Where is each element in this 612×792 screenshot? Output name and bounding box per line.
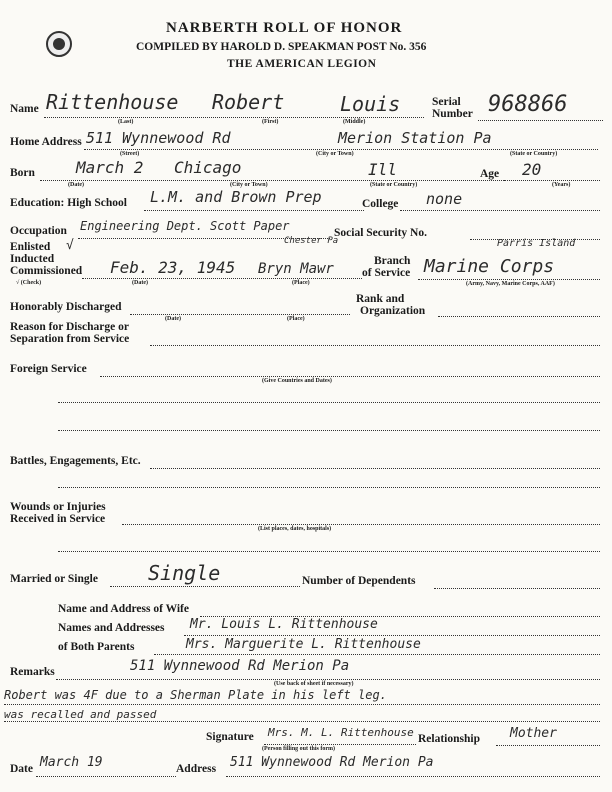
age-value: 20	[522, 160, 542, 179]
born-date-value: March 2	[76, 158, 144, 177]
name-label: Name	[10, 103, 39, 115]
form-title: NARBERTH ROLL OF HONOR	[166, 20, 403, 36]
date-value: March 19	[40, 755, 103, 770]
remark-line1: Robert was 4F due to a Sherman Plate in his left leg.	[4, 688, 387, 702]
occupation-place-value: Chester Pa	[284, 236, 339, 246]
address-value: 511 Wynnewood Rd Merion Pa	[230, 755, 434, 770]
marital-value: Single	[148, 561, 221, 585]
remarks-address-value: 511 Wynnewood Rd Merion Pa	[130, 658, 350, 674]
college-value: none	[426, 190, 463, 208]
compiled-by: COMPILED BY HAROLD D. SPEAKMAN POST No. 356	[136, 41, 427, 53]
born-state-value: Ill	[368, 160, 397, 179]
american-legion-emblem	[46, 31, 72, 57]
commission-place-value: Bryn Mawr	[258, 261, 334, 277]
street-value: 511 Wynnewood Rd	[86, 129, 231, 147]
signature-value: Mrs. M. L. Rittenhouse	[268, 726, 414, 739]
remark-line2: was recalled and passed	[4, 708, 157, 721]
born-city-value: Chicago	[174, 158, 242, 177]
branch-value: Marine Corps	[424, 256, 555, 277]
legion-name: THE AMERICAN LEGION	[227, 58, 377, 70]
middle-name-value: Louis	[340, 92, 401, 116]
city-value: Merion Station Pa	[338, 129, 492, 147]
parent2-value: Mrs. Marguerite L. Rittenhouse	[186, 637, 421, 652]
last-name-value: Rittenhouse	[46, 90, 179, 114]
first-name-value: Robert	[212, 90, 285, 114]
enlisted-check: √	[66, 238, 74, 253]
commission-date-value: Feb. 23, 1945	[110, 258, 236, 277]
relationship-value: Mother	[510, 726, 557, 741]
branch-note-value: Parris Island	[497, 238, 576, 249]
serial-number-value: 968866	[488, 92, 568, 117]
high-school-value: L.M. and Brown Prep	[150, 188, 322, 206]
parent1-value: Mr. Louis L. Rittenhouse	[190, 617, 378, 632]
occupation-value: Engineering Dept. Scott Paper	[80, 219, 290, 233]
